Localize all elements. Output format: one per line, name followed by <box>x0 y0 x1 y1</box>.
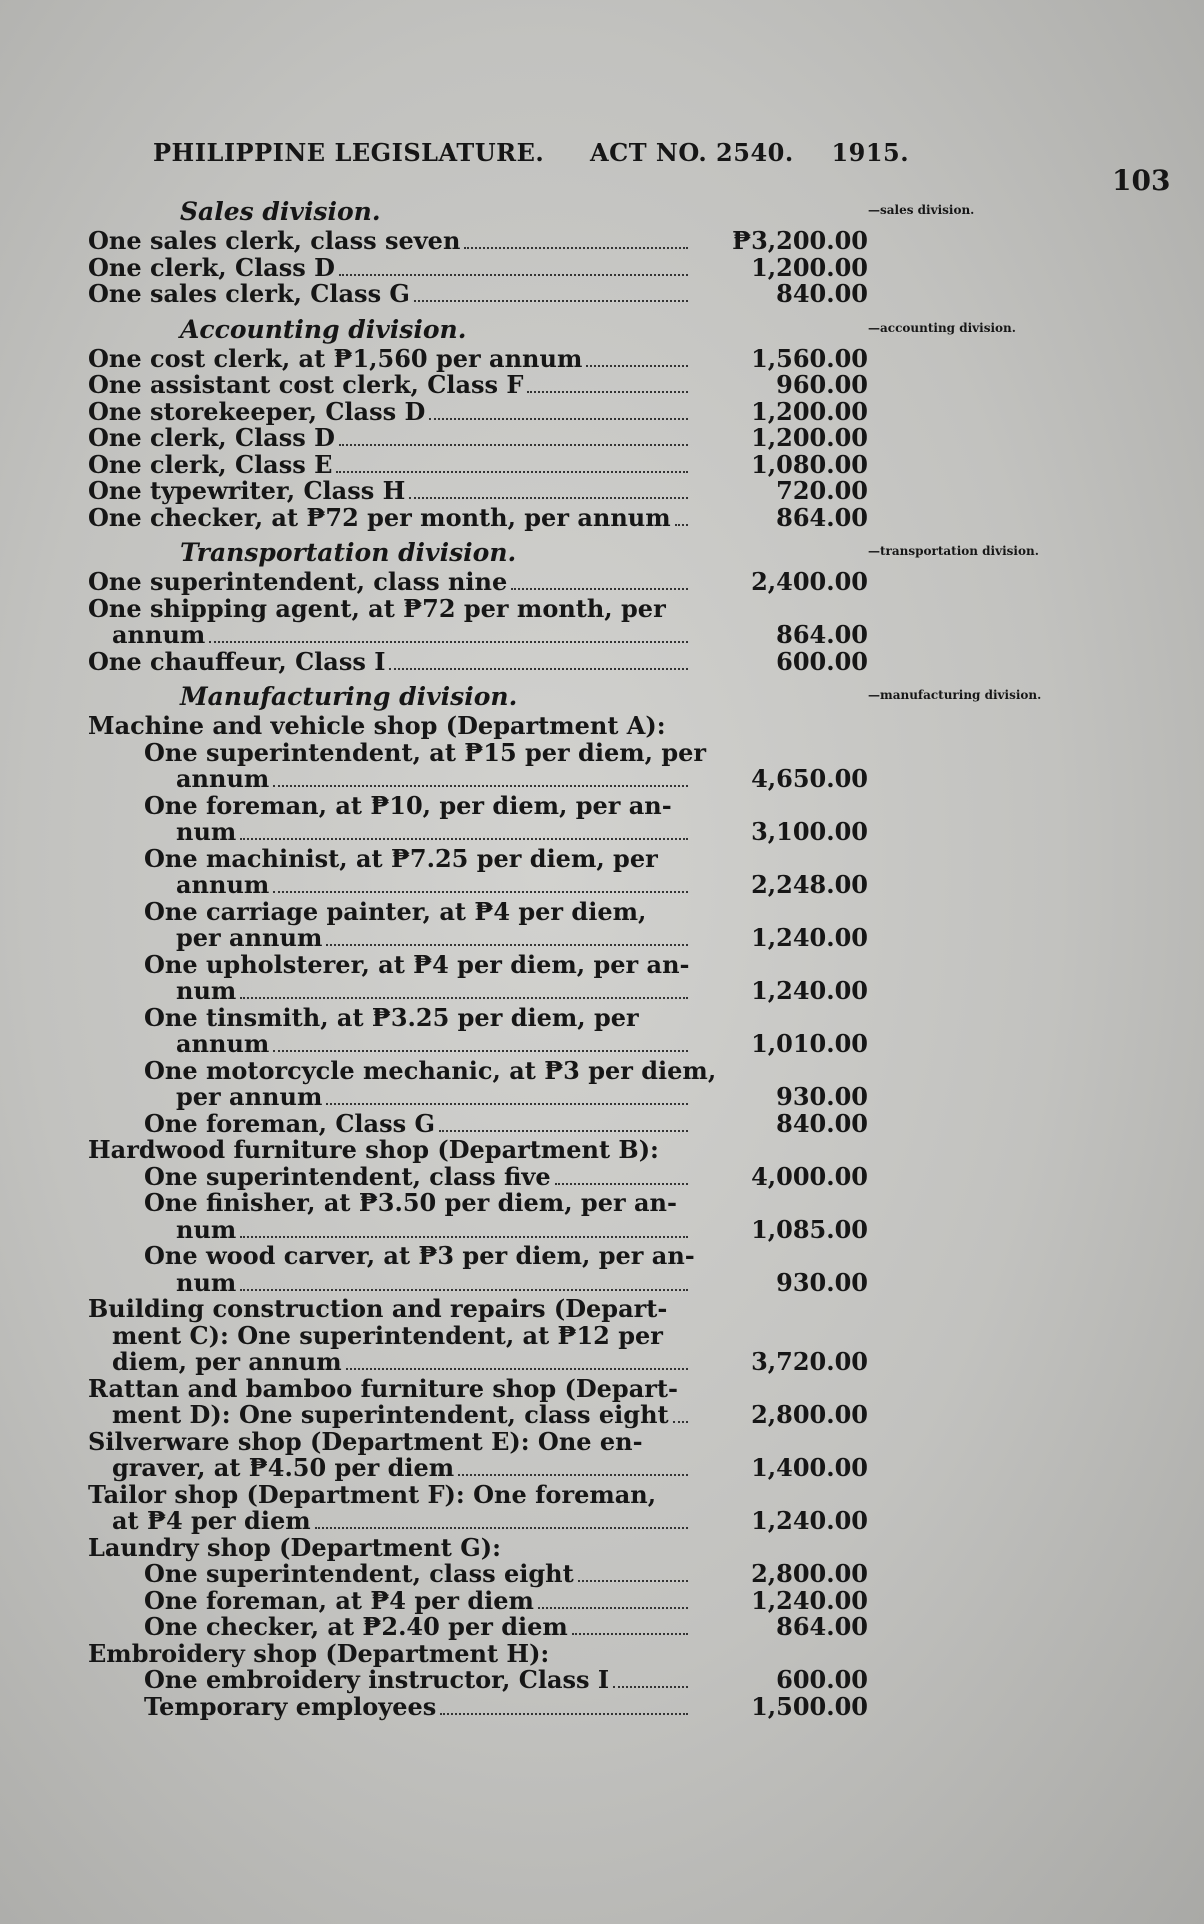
leader-dots <box>240 997 688 999</box>
leader-dots <box>240 838 688 840</box>
margin-note: —accounting division. <box>868 321 1016 335</box>
table-row <box>88 1479 868 1509</box>
item-label: One wood carver, at ₱3 per diem, per an- <box>144 1241 695 1270</box>
item-amount: 1,500.00 <box>751 1691 868 1721</box>
table-row <box>88 1638 868 1668</box>
table-row <box>88 569 868 596</box>
item-label: annum <box>176 870 270 899</box>
item-label: One chauffeur, Class I <box>88 646 386 676</box>
item-amount: 1,240.00 <box>751 923 868 952</box>
table-row <box>88 1031 868 1058</box>
leader-dots <box>572 1633 688 1635</box>
item-label: One superintendent, class eight <box>144 1559 574 1588</box>
leader-dots <box>326 1103 688 1105</box>
item-label: One carriage painter, at ₱4 per diem, <box>144 896 647 926</box>
item-amount: 864.00 <box>776 1612 868 1641</box>
item-label: Laundry shop (Department G): <box>88 1532 501 1562</box>
item-amount: 864.00 <box>776 620 868 649</box>
table-row <box>88 1667 868 1694</box>
table-row <box>88 737 868 767</box>
leader-dots <box>240 1236 688 1238</box>
item-amount: 840.00 <box>776 279 868 308</box>
table-row <box>88 1691 868 1721</box>
table-row <box>88 1084 868 1111</box>
table-row <box>88 1532 868 1562</box>
leader-dots <box>613 1686 688 1688</box>
item-label: annum <box>112 620 206 649</box>
item-amount: 4,650.00 <box>751 764 868 793</box>
item-amount: 1,560.00 <box>751 343 868 373</box>
table-row <box>88 766 868 793</box>
leader-dots <box>538 1607 688 1609</box>
leader-dots <box>429 418 688 420</box>
running-header <box>153 138 909 167</box>
item-amount: 1,010.00 <box>751 1029 868 1058</box>
table-row <box>88 1108 868 1138</box>
leader-dots <box>346 1368 688 1370</box>
item-amount: 930.00 <box>776 1267 868 1297</box>
item-label: One checker, at ₱72 per month, per annum <box>88 502 671 532</box>
leader-dots <box>458 1474 688 1476</box>
item-label: num <box>176 1267 237 1297</box>
table-row <box>88 228 868 255</box>
table-row <box>88 819 868 846</box>
table-row <box>88 1320 868 1350</box>
item-amount: 1,400.00 <box>751 1453 868 1482</box>
table-row <box>88 1137 868 1164</box>
item-label: diem, per annum <box>112 1347 342 1376</box>
leader-dots <box>673 1421 688 1423</box>
item-label: One checker, at ₱2.40 per diem <box>144 1612 568 1641</box>
leader-dots <box>440 1713 688 1715</box>
leader-dots <box>439 1130 688 1132</box>
table-row <box>88 425 868 452</box>
leader-dots <box>555 1183 688 1185</box>
item-label: per annum <box>176 1082 323 1111</box>
item-label: One motorcycle mechanic, at ₱3 per diem, <box>144 1055 717 1085</box>
table-row <box>88 1243 868 1270</box>
item-label: One clerk, Class D <box>88 423 335 452</box>
item-amount: 600.00 <box>776 1665 868 1694</box>
margin-note: —manufacturing division. <box>868 688 1042 702</box>
table-row <box>88 1585 868 1615</box>
item-label: One foreman, Class G <box>144 1108 435 1138</box>
table-row <box>88 843 868 873</box>
item-label: Hardwood furniture shop (Department B): <box>88 1135 659 1164</box>
item-label: graver, at ₱4.50 per diem <box>112 1453 455 1482</box>
item-amount: 4,000.00 <box>751 1161 868 1191</box>
item-label: num <box>176 976 237 1005</box>
item-amount: 960.00 <box>776 370 868 399</box>
leader-dots <box>586 365 688 367</box>
table-row <box>88 790 868 820</box>
item-label: One finisher, at ₱3.50 per diem, per an- <box>144 1188 677 1217</box>
item-label: One sales clerk, class seven <box>88 226 461 255</box>
item-label: Embroidery shop (Department H): <box>88 1638 550 1668</box>
item-amount: 1,200.00 <box>751 252 868 282</box>
item-amount: 1,200.00 <box>751 396 868 426</box>
table-row <box>88 1349 868 1376</box>
item-label: Silverware shop (Department E): One en- <box>88 1426 643 1456</box>
table-row <box>88 1190 868 1217</box>
item-label: One storekeeper, Class D <box>88 396 426 426</box>
item-label: at ₱4 per diem <box>112 1506 311 1535</box>
leader-dots <box>511 588 688 590</box>
table-row <box>88 1614 868 1641</box>
table-row <box>88 449 868 479</box>
table-row <box>88 896 868 926</box>
item-label: One superintendent, at ₱15 per diem, per <box>144 737 707 767</box>
leader-dots <box>336 471 688 473</box>
section-title: Sales division. <box>180 197 381 226</box>
table-row <box>88 478 868 505</box>
item-label: One superintendent, class five <box>144 1161 551 1191</box>
leader-dots <box>409 497 688 499</box>
item-label: Machine and vehicle shop (Department A): <box>88 711 666 740</box>
table-row <box>88 1373 868 1403</box>
item-label: One superintendent, class nine <box>88 567 508 596</box>
leader-dots <box>315 1527 688 1529</box>
table-row <box>88 1055 868 1085</box>
leader-dots <box>339 274 688 276</box>
appropriation-list <box>88 190 868 1720</box>
table-row <box>88 1426 868 1456</box>
item-amount: 840.00 <box>776 1108 868 1138</box>
item-label: One tinsmith, at ₱3.25 per diem, per <box>144 1002 639 1032</box>
item-amount: 1,200.00 <box>751 423 868 452</box>
table-row <box>88 396 868 426</box>
header-act: ACT NO. 2540. <box>589 138 794 167</box>
item-amount: 2,800.00 <box>751 1559 868 1588</box>
item-label: ment D): One superintendent, class eight <box>112 1400 669 1429</box>
item-label: Tailor shop (Department F): One foreman, <box>88 1479 657 1509</box>
item-amount: 1,085.00 <box>751 1214 868 1244</box>
item-label: num <box>176 1214 237 1244</box>
item-label: Temporary employees <box>144 1691 437 1721</box>
table-row <box>88 593 868 623</box>
section-title: Manufacturing division. <box>180 682 518 711</box>
item-label: num <box>176 817 237 846</box>
item-amount: 3,100.00 <box>751 817 868 846</box>
item-label: per annum <box>176 923 323 952</box>
table-row <box>88 1214 868 1244</box>
item-label: One embroidery instructor, Class I <box>144 1665 610 1694</box>
page-number: 103 <box>1112 164 1171 197</box>
section-title: Transportation division. <box>180 538 517 567</box>
table-row <box>88 502 868 532</box>
table-row <box>88 372 868 399</box>
leader-dots <box>273 1050 688 1052</box>
item-label: Building construction and repairs (Depart- <box>88 1294 668 1323</box>
item-label: Rattan and bamboo furniture shop (Depart- <box>88 1373 678 1403</box>
leader-dots <box>578 1580 688 1582</box>
table-row <box>88 1561 868 1588</box>
leader-dots <box>389 668 688 670</box>
table-row <box>88 1508 868 1535</box>
table-row <box>88 978 868 1005</box>
leader-dots <box>273 891 688 893</box>
item-amount: 930.00 <box>776 1082 868 1111</box>
table-row <box>88 281 868 308</box>
table-row <box>88 343 868 373</box>
item-amount: 864.00 <box>776 502 868 532</box>
leader-dots <box>326 944 688 946</box>
leader-dots <box>527 391 688 393</box>
item-label: One sales clerk, Class G <box>88 279 410 308</box>
header-year: 1915. <box>831 138 910 167</box>
item-amount: 1,240.00 <box>751 1506 868 1535</box>
item-label: One foreman, at ₱10, per diem, per an- <box>144 790 672 820</box>
table-row <box>88 252 868 282</box>
table-row <box>88 1455 868 1482</box>
table-row <box>88 1296 868 1323</box>
item-label: One cost clerk, at ₱1,560 per annum <box>88 343 583 373</box>
item-amount: 2,400.00 <box>751 567 868 596</box>
item-label: One assistant cost clerk, Class F <box>88 370 524 399</box>
item-amount: 1,240.00 <box>751 1585 868 1615</box>
item-amount: 2,800.00 <box>751 1400 868 1429</box>
table-row <box>88 1002 868 1032</box>
leader-dots <box>414 300 688 302</box>
item-label: One clerk, Class D <box>88 252 335 282</box>
table-row <box>88 622 868 649</box>
margin-note: —sales division. <box>868 203 975 217</box>
table-row <box>88 1161 868 1191</box>
item-amount: 1,240.00 <box>751 976 868 1005</box>
item-amount: 3,720.00 <box>751 1347 868 1376</box>
item-label: annum <box>176 1029 270 1058</box>
table-row <box>88 872 868 899</box>
item-amount: 600.00 <box>776 646 868 676</box>
item-amount: 720.00 <box>776 476 868 505</box>
table-row <box>88 646 868 676</box>
item-label: One foreman, at ₱4 per diem <box>144 1585 534 1615</box>
item-amount: 2,248.00 <box>751 870 868 899</box>
table-row <box>88 713 868 740</box>
item-label: ment C): One superintendent, at ₱12 per <box>112 1320 663 1350</box>
item-label: One machinist, at ₱7.25 per diem, per <box>144 843 658 873</box>
item-label: annum <box>176 764 270 793</box>
leader-dots <box>273 785 688 787</box>
table-row <box>88 1267 868 1297</box>
item-amount: 1,080.00 <box>751 449 868 479</box>
section-title: Accounting division. <box>180 314 467 344</box>
leader-dots <box>209 641 688 643</box>
leader-dots <box>240 1289 688 1291</box>
item-amount: ₱3,200.00 <box>732 226 868 255</box>
header-title: PHILIPPINE LEGISLATURE. <box>153 138 545 167</box>
leader-dots <box>339 444 688 446</box>
item-label: One shipping agent, at ₱72 per month, per <box>88 593 666 623</box>
leader-dots <box>675 524 688 526</box>
margin-note: —transportation division. <box>868 544 1039 558</box>
leader-dots <box>464 247 688 249</box>
table-row <box>88 949 868 979</box>
item-label: One upholsterer, at ₱4 per diem, per an- <box>144 949 690 979</box>
table-row <box>88 1402 868 1429</box>
table-row <box>88 925 868 952</box>
item-label: One clerk, Class E <box>88 449 333 479</box>
item-label: One typewriter, Class H <box>88 476 406 505</box>
